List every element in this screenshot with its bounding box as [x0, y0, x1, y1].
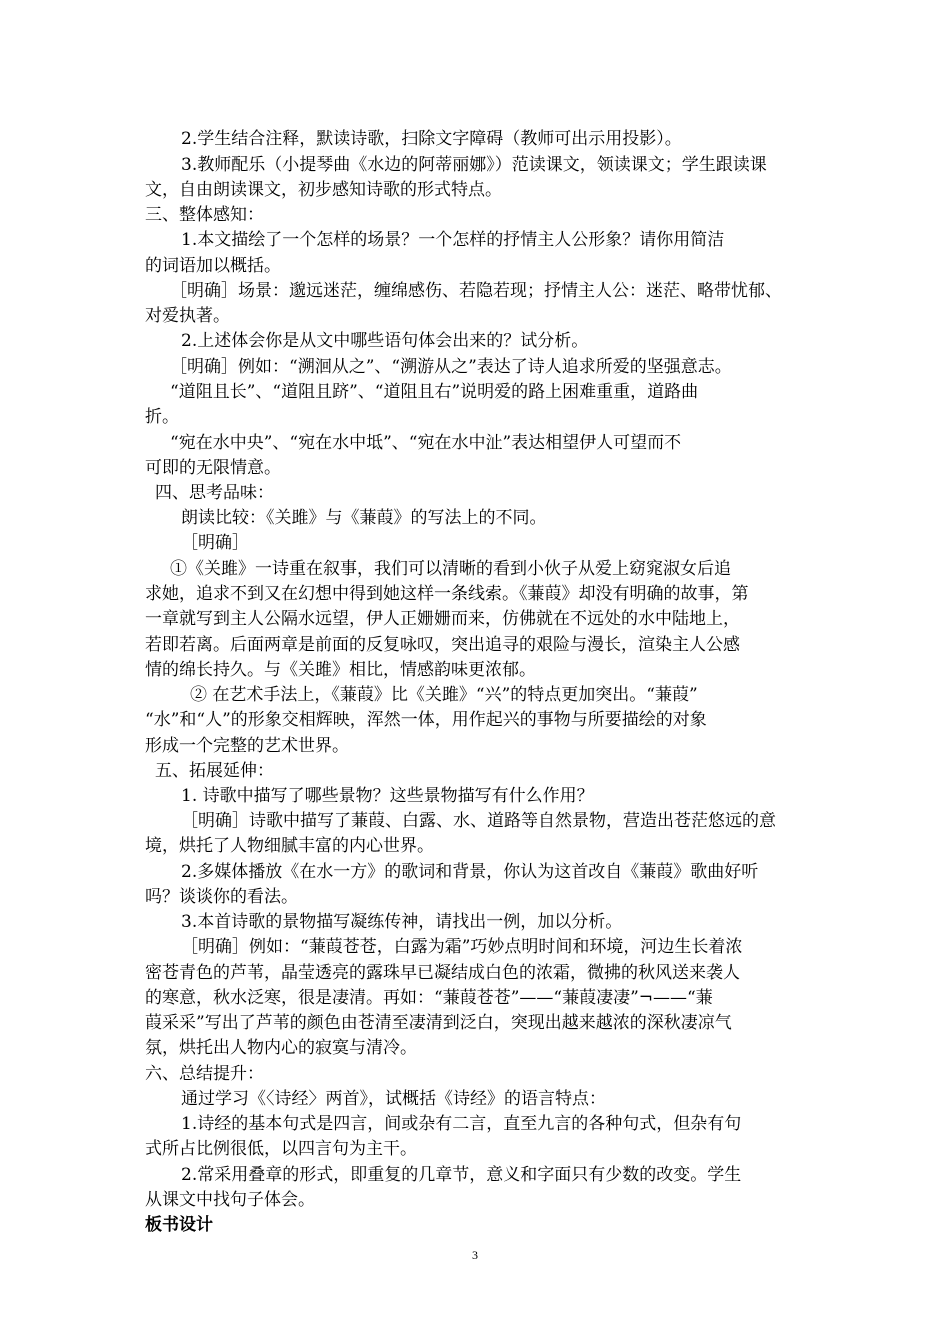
text-line: ［明确］诗歌中描写了蒹葭、白露、水、道路等自然景物，营造出苍茫悠远的意 — [181, 811, 776, 831]
text-line: 朗读比较：《关雎》与《蒹葭》的写法上的不同。 — [181, 508, 547, 528]
section-heading: 四、思考品味： — [155, 483, 274, 503]
text-line: 密苍青色的芦苇，晶莹透亮的露珠早已凝结成白色的浓霜，微拂的秋风送来袭人 — [145, 963, 740, 983]
text-line: 2.上述体会你是从文中哪些语句体会出来的？试分析。 — [181, 331, 589, 351]
text-line: 2.常采用叠章的形式，即重复的几章节，意义和字面只有少数的改变。学生 — [181, 1165, 742, 1185]
text-line: ［明确］ — [181, 533, 249, 553]
text-line: 折。 — [145, 407, 179, 427]
text-line: 的寒意，秋水泛寒，很是凄清。再如：“蒹葭苍苍”——“蒹葭凄凄”¬——“蒹 — [145, 988, 713, 1008]
text-line: 文，自由朗读课文，初步感知诗歌的形式特点。 — [145, 180, 502, 200]
text-line: “水”和“人”的形象交相辉映，浑然一体，用作起兴的事物与所要描绘的对象 — [145, 710, 707, 730]
text-line: “宛在水中央”、“宛在水中坻”、“宛在水中沚”表达相望伊人可望而不 — [170, 433, 682, 453]
text-line: 3.本首诗歌的景物描写凝练传神，请找出一例，加以分析。 — [181, 912, 623, 932]
text-line: 从课文中找句子体会。 — [145, 1190, 315, 1210]
section-heading: 五、拓展延伸： — [155, 761, 274, 781]
text-line: ② 在艺术手法上，《蒹葭》比《关雎》“兴”的特点更加突出。“蒹葭” — [190, 685, 698, 705]
text-line: 通过学习《〈诗经〉两首》，试概括《诗经》的语言特点： — [181, 1089, 606, 1109]
board-design-heading: 板书设计 — [145, 1215, 213, 1235]
text-line: 1.诗经的基本句式是四言，间或杂有二言，直至九言的各种句式，但杂有句 — [181, 1114, 742, 1134]
text-line: 3.教师配乐（小提琴曲《水边的阿蒂丽娜》）范读课文，领读课文；学生跟读课 — [181, 155, 767, 175]
text-line: “道阻且长”、“道阻且跻”、“道阻且右”说明爱的路上困难重重，道路曲 — [170, 382, 699, 402]
text-line: 形成一个完整的艺术世界。 — [145, 736, 349, 756]
text-line: ①《关雎》一诗重在叙事，我们可以清晰的看到小伙子从爱上窈窕淑女后追 — [170, 559, 731, 579]
text-line: ［明确］例如：“蒹葭苍苍，白露为霜”巧妙点明时间和环境，河边生长着浓 — [181, 937, 743, 957]
text-line: 可即的无限情意。 — [145, 458, 281, 478]
text-line: 的词语加以概括。 — [145, 256, 281, 276]
text-line: ［明确］例如：“溯洄从之”、“溯游从之”表达了诗人追求所爱的坚强意志。 — [170, 357, 732, 377]
text-line: 1. 诗歌中描写了哪些景物？这些景物描写有什么作用？ — [181, 786, 594, 806]
text-line: 1.本文描绘了一个怎样的场景？一个怎样的抒情主人公形象？请你用简洁 — [181, 230, 725, 250]
text-line: 一章就写到主人公隔水远望，伊人正姗姗而来，仿佛就在不远处的水中陆地上， — [145, 609, 740, 629]
page-number: 3 — [472, 1248, 478, 1262]
section-heading: 三、整体感知： — [145, 205, 264, 225]
text-line: 若即若离。后面两章是前面的反复咏叹，突出追寻的艰险与漫长，渲染主人公感 — [145, 635, 740, 655]
text-line: 2.多媒体播放《在水一方》的歌词和背景，你认为这首改自《蒹葭》歌曲好听 — [181, 862, 759, 882]
text-line: 对爱执著。 — [145, 306, 230, 326]
section-heading: 六、总结提升： — [145, 1064, 264, 1084]
text-line: 吗？谈谈你的看法。 — [145, 887, 298, 907]
text-line: 情的绵长持久。与《关雎》相比，情感韵味更浓郁。 — [145, 660, 536, 680]
text-line: ［明确］场景：邈远迷茫，缠绵感伤、若隐若现；抒情主人公：迷茫、略带忧郁、 — [170, 281, 782, 301]
text-line: 境，烘托了人物细腻丰富的内心世界。 — [145, 836, 434, 856]
text-line: 式所占比例很低，以四言句为主干。 — [145, 1139, 417, 1159]
text-line: 氛，烘托出人物内心的寂寞与清冷。 — [145, 1038, 417, 1058]
text-line: 求她，追求不到又在幻想中得到她这样一条线索。《蒹葭》却没有明确的故事，第 — [145, 584, 749, 604]
text-line: 2.学生结合注释，默读诗歌，扫除文字障碍（教师可出示用投影）。 — [181, 129, 682, 149]
text-line: 葭采采”写出了芦苇的颜色由苍清至凄清到泛白，突现出越来越浓的深秋凄凉气 — [145, 1013, 732, 1033]
